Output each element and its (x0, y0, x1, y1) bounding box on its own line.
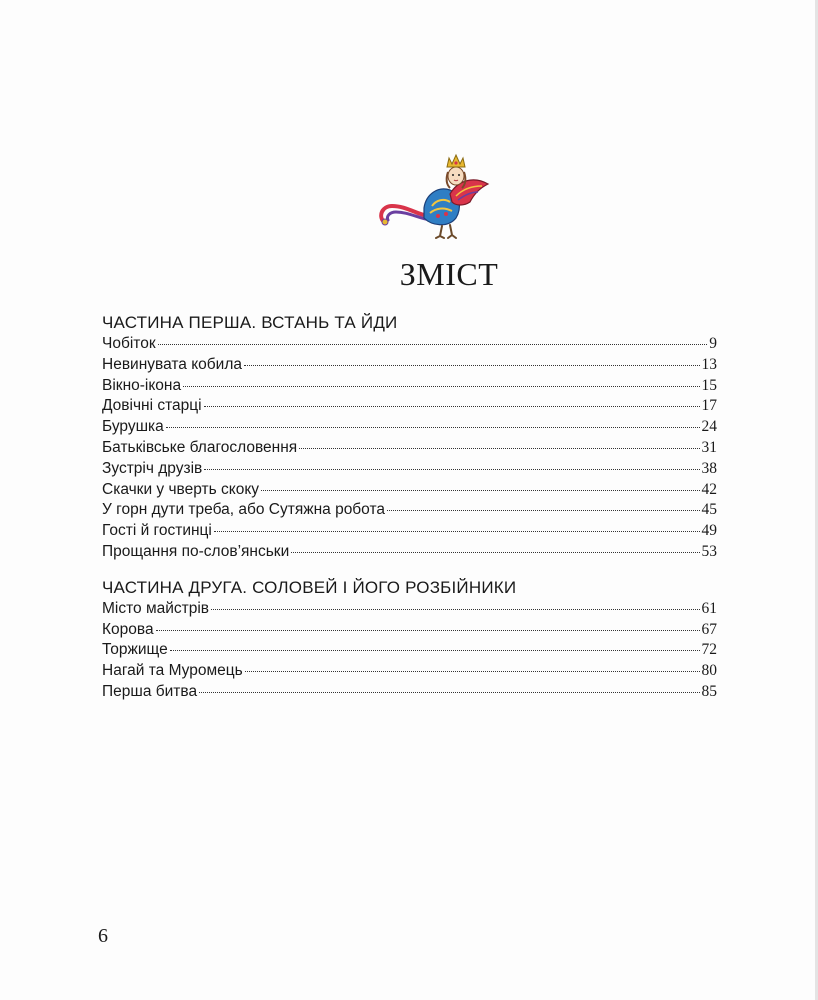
toc-entry[interactable] (102, 620, 717, 641)
toc-entry-page: 67 (701, 620, 717, 638)
toc-entry-page: 53 (701, 542, 717, 560)
toc-entry[interactable] (102, 480, 717, 501)
dot-leader (244, 365, 700, 366)
dot-leader (211, 609, 699, 610)
dot-leader (156, 630, 700, 631)
toc-title: ЗМІСТ (399, 256, 499, 292)
toc-entry-page: 45 (701, 501, 717, 519)
toc-entry-title: Вікно-ікона (102, 376, 182, 394)
toc-entry-title: Гості й гостинці (102, 522, 212, 540)
toc-entry-page: 85 (701, 682, 717, 700)
toc-entry[interactable] (102, 376, 717, 397)
toc-entry-page: 17 (701, 397, 717, 415)
toc-entry-title: Прощання по-слов’янськи (102, 542, 290, 560)
dot-leader (166, 427, 700, 428)
dot-leader (204, 469, 699, 470)
toc-entry-title: Невинувата кобила (102, 355, 242, 373)
sirin-bird-icon (376, 150, 496, 240)
page-number: 6 (98, 925, 108, 947)
dot-leader (199, 692, 699, 693)
toc-entry-title: Батьківське благословення (102, 438, 298, 456)
toc-entry-title: Зустріч друзів (102, 459, 203, 477)
toc-entry-page: 15 (701, 376, 717, 394)
toc-entry-page: 80 (701, 662, 717, 680)
dot-leader (170, 650, 700, 651)
toc-entry[interactable] (102, 500, 717, 521)
toc-entry-page: 38 (701, 459, 717, 477)
toc-entry-title: Нагай та Муромець (102, 662, 243, 680)
dot-leader (387, 510, 699, 511)
toc-entry[interactable] (102, 438, 717, 459)
toc-entry[interactable] (102, 355, 717, 376)
toc-entry-page: 9 (709, 335, 717, 352)
toc-entry[interactable] (102, 334, 717, 355)
toc-entry-title: Торжище (102, 641, 168, 659)
toc-entry[interactable] (102, 682, 717, 703)
toc-entry[interactable] (102, 521, 717, 542)
toc-entry-page: 13 (701, 355, 717, 373)
toc-entry-title: Бурушка (102, 418, 164, 436)
dot-leader (158, 344, 708, 345)
toc-entry-page: 31 (701, 438, 717, 456)
toc-entry[interactable] (102, 542, 717, 563)
toc-entry[interactable] (102, 396, 717, 417)
toc-entry[interactable] (102, 661, 717, 682)
toc-entry-title: У горн дути треба, або Сутяжна робота (102, 501, 386, 519)
toc-entry-page: 61 (701, 599, 717, 617)
toc-entry[interactable] (102, 640, 717, 661)
dot-leader (291, 552, 699, 553)
part-heading: ЧАСТИНА ДРУГА. СОЛОВЕЙ І ЙОГО РОЗБІЙНИКИ (102, 577, 517, 597)
dot-leader (204, 406, 700, 407)
toc-entry-title: Довічні старці (102, 397, 202, 415)
toc-entry-page: 42 (701, 480, 717, 498)
toc-entry-title: Місто майстрів (102, 599, 210, 617)
toc-entry-page: 49 (701, 522, 717, 540)
toc-entry-title: Скачки у чверть скоку (102, 480, 260, 498)
dot-leader (214, 531, 700, 532)
dot-leader (261, 490, 699, 491)
dot-leader (245, 671, 700, 672)
toc-entry-page: 24 (701, 418, 717, 436)
part-heading: ЧАСТИНА ПЕРША. ВСТАНЬ ТА ЙДИ (102, 313, 398, 332)
toc-entry-title: Корова (102, 620, 154, 638)
toc-entry[interactable] (102, 459, 717, 480)
toc-entry-page: 72 (701, 641, 717, 659)
toc-entry-title: Перша битва (102, 682, 198, 700)
toc-entry[interactable] (102, 599, 717, 620)
dot-leader (183, 386, 699, 387)
toc-entry[interactable] (102, 417, 717, 438)
toc-entry-title: Чобіток (102, 335, 156, 352)
table-of-contents (102, 312, 717, 703)
dot-leader (299, 448, 699, 449)
